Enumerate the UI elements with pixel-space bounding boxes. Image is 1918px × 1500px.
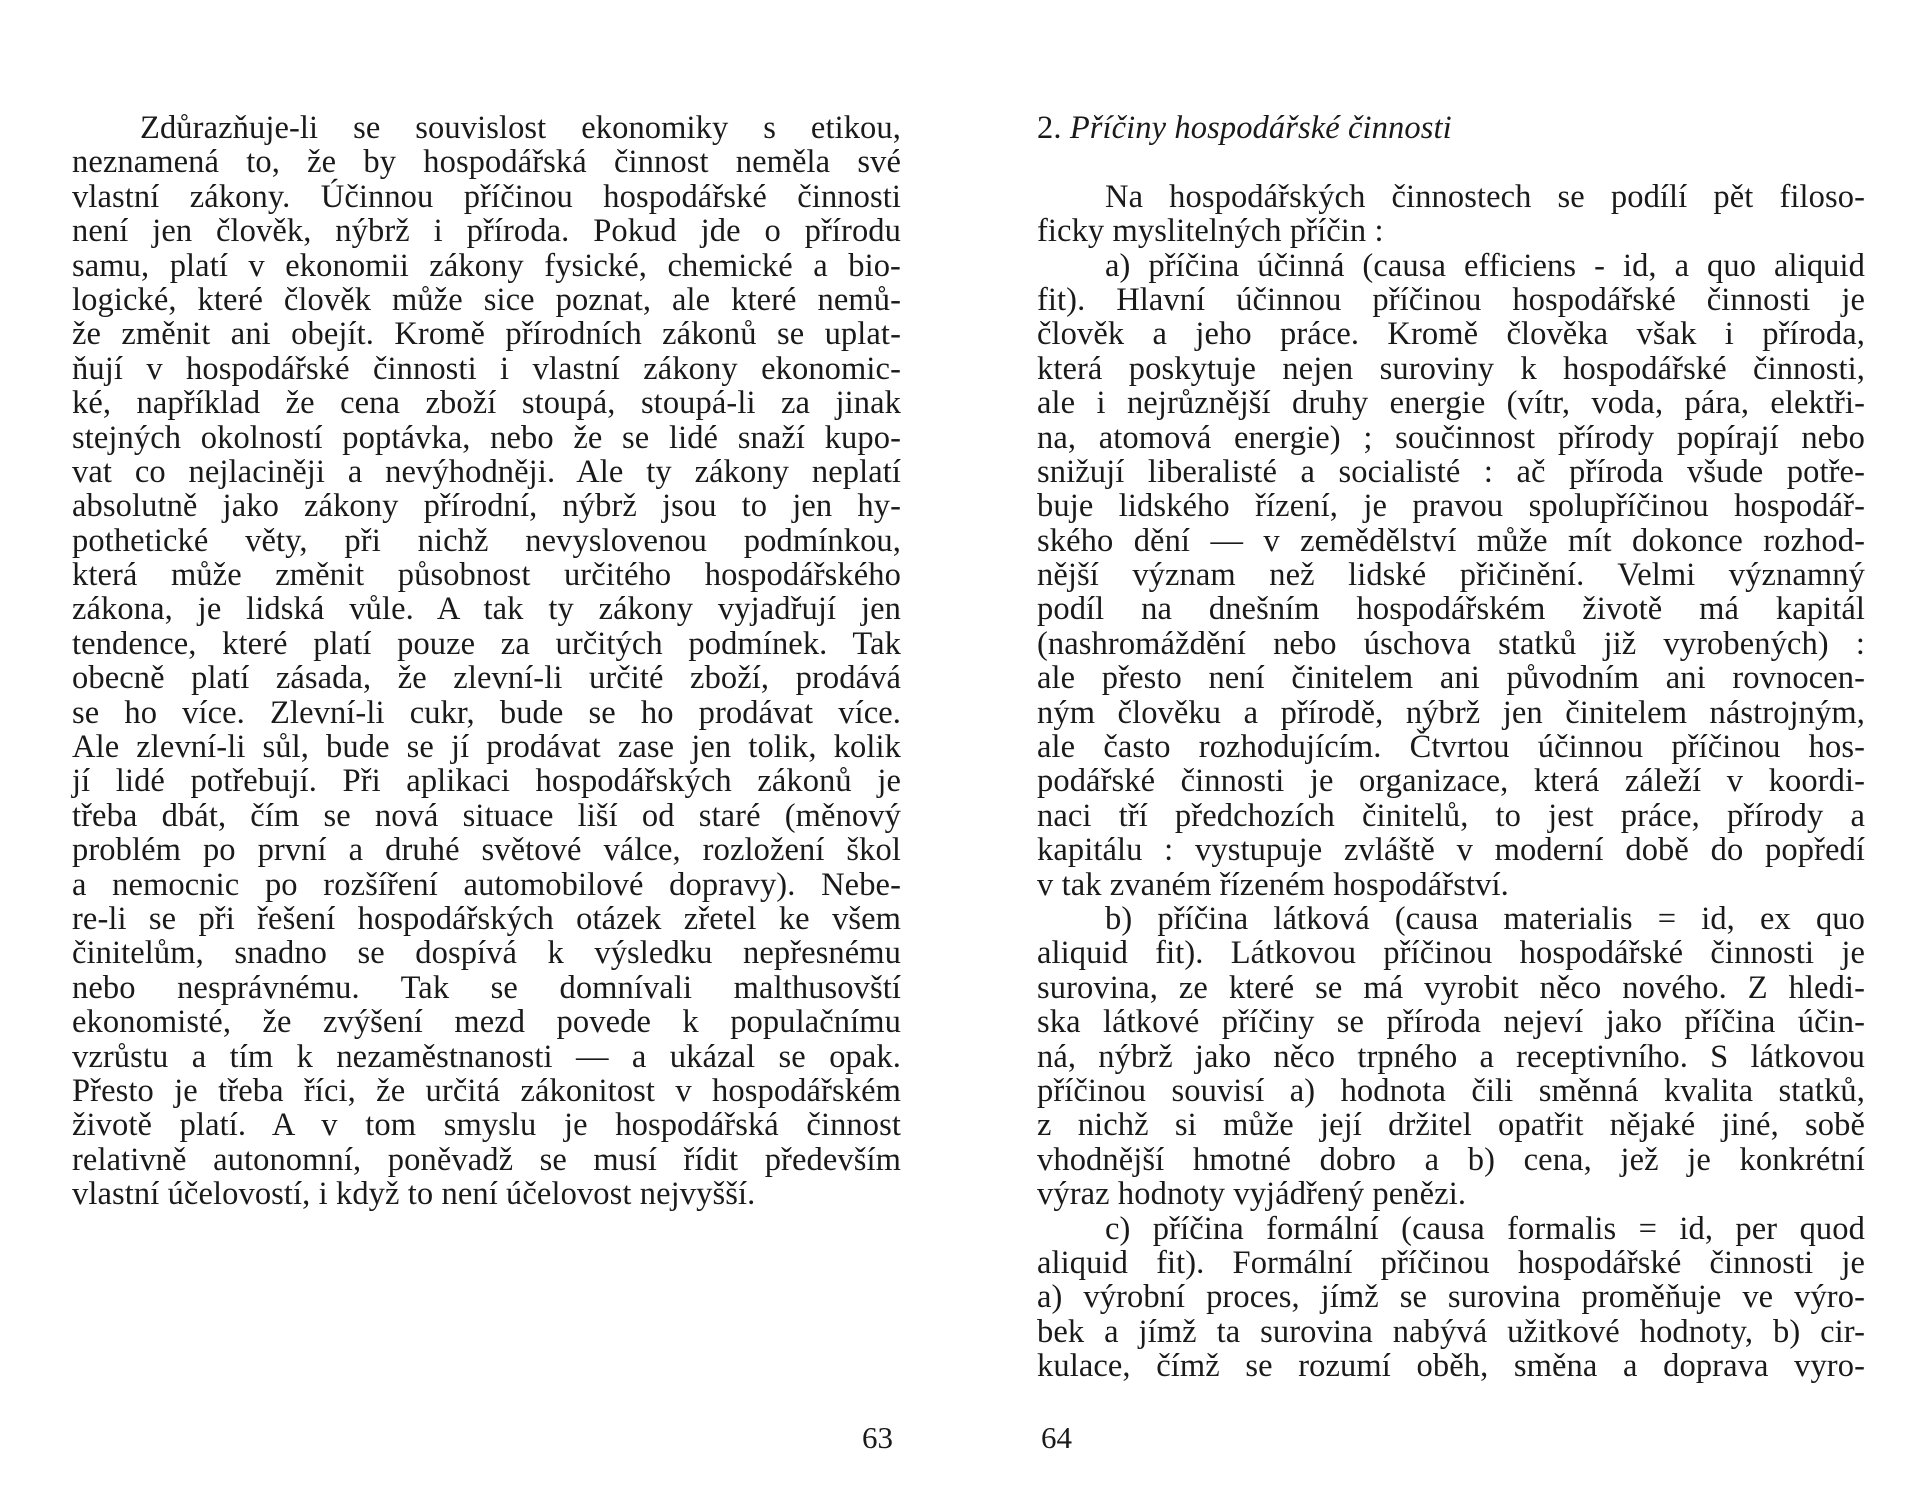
text-line: která poskytuje nejen suroviny k hospodářské činnosti, <box>1037 350 1865 387</box>
text-line: se ho více. Zlevní-li cukr, bude se ho prodávat více. <box>72 694 901 731</box>
text-line: Ale zlevní-li sůl, bude se jí prodávat zase jen tolik, kolik <box>72 729 901 766</box>
text-line: podářské činnosti je organizace, která záleží v koordi- <box>1037 763 1865 800</box>
section-heading <box>1037 111 1865 145</box>
text-line: buje lidského řízení, je pravou spolupříčinou hospodář- <box>1037 488 1865 525</box>
text-line: ficky myslitelných příčin : <box>1037 213 1384 250</box>
text-line: aliquid fit). Látkovou příčinou hospodářské činnosti je <box>1037 935 1865 972</box>
text-line: podíl na dnešním hospodářském životě má kapitál <box>1037 591 1865 628</box>
text-line: ňují v hospodářské činnosti i vlastní zákony ekonomic- <box>72 350 901 387</box>
text-line: c) příčina formální (causa formalis = id, per quod <box>1105 1210 1865 1247</box>
text-line: kulace, čímž se rozumí oběh, směna a doprava vyro- <box>1037 1348 1865 1385</box>
text-line: a) výrobní proces, jímž se surovina proměňuje ve výro- <box>1037 1279 1865 1316</box>
text-line: Na hospodářských činnostech se podílí pět filoso- <box>1105 178 1865 215</box>
text-line: fit). Hlavní účinnou příčinou hospodářské činnosti je <box>1037 281 1865 318</box>
text-line: Zdůrazňuje-li se souvislost ekonomiky s etikou, <box>140 110 901 146</box>
text-line: ná, nýbrž jako něco trpného a receptivního. S látkovou <box>1037 1038 1865 1075</box>
text-line: naci tří předchozích činitelů, to jest práce, přírody a <box>1037 797 1865 834</box>
section-number: 2. <box>1037 110 1062 146</box>
text-line: ké, například že cena zboží stoupá, stoupá-li za jinak <box>72 385 901 422</box>
text-line: nebo nesprávnému. Tak se domnívali malthusovští <box>72 969 901 1006</box>
text-line: absolutně jako zákony přírodní, nýbrž jsou to jen hy- <box>72 488 901 525</box>
text-line: problém po první a druhé světové válce, rozložení škol <box>72 832 901 869</box>
text-line: ným člověku a přírodě, nýbrž jen činitelem nástrojným, <box>1037 694 1865 731</box>
page-number: 64 <box>1041 1420 1072 1455</box>
right-page <box>959 0 1918 1500</box>
text-line: a nemocnic po rozšíření automobilové dopravy). Nebe- <box>72 866 901 903</box>
text-line: jí lidé potřebují. Při aplikaci hospodářských zákonů je <box>72 763 901 800</box>
text-line: kapitálu : vystupuje zvláště v moderní době do popředí <box>1037 832 1865 869</box>
text-line: člověk a jeho práce. Kromě člověka však i příroda, <box>1037 316 1865 353</box>
text-line: samu, platí v ekonomii zákony fysické, chemické a bio- <box>72 247 901 284</box>
text-line: b) příčina látková (causa materialis = id, ex quo <box>1105 900 1865 937</box>
text-line: výraz hodnoty vyjádřený penězi. <box>1037 1176 1467 1213</box>
text-line: z nichž si může její držitel opatřit nějaké jiné, sobě <box>1037 1107 1865 1144</box>
text-line: snižují liberalisté a socialisté : ač příroda všude potře- <box>1037 453 1865 490</box>
text-line: stejných okolností poptávka, nebo že se lidé snaží kupo- <box>72 419 901 456</box>
text-line: v tak zvaném řízeném hospodářství. <box>1037 866 1509 903</box>
text-line: ale i nejrůznější druhy energie (vítr, voda, pára, elektři- <box>1037 385 1865 422</box>
text-line: činitelům, snadno se dospívá k výsledku nepřesnému <box>72 935 901 972</box>
text-line: není jen člověk, nýbrž i příroda. Pokud jde o přírodu <box>72 213 901 250</box>
text-line: příčinou souvisí a) hodnota čili směnná kvalita statků, <box>1037 1072 1865 1109</box>
text-line: aliquid fit). Formální příčinou hospodářské činnosti je <box>1037 1244 1865 1281</box>
text-line: neznamená to, že by hospodářská činnost neměla své <box>72 144 901 181</box>
text-line: bek a jímž ta surovina nabývá užitkové hodnoty, b) cir- <box>1037 1313 1865 1350</box>
text-line: že změnit ani obejít. Kromě přírodních zákonů se uplat- <box>72 316 901 353</box>
text-line: nější význam než lidské přičinění. Velmi významný <box>1037 557 1865 594</box>
text-line: (nashromáždění nebo úschova statků již vyrobených) : <box>1037 625 1865 662</box>
page-number: 63 <box>862 1420 893 1455</box>
text-line: která může změnit působnost určitého hospodářského <box>72 557 901 594</box>
text-line: logické, které člověk může sice poznat, ale které nemů- <box>72 281 901 318</box>
text-line: surovina, ze které se má vyrobit něco nového. Z hledi- <box>1037 969 1865 1006</box>
text-line: re-li se při řešení hospodářských otázek zřetel ke všem <box>72 900 901 937</box>
text-line: vlastní zákony. Účinnou příčinou hospodářské činnosti <box>72 178 901 215</box>
text-line: Přesto je třeba říci, že určitá zákonitost v hospodářském <box>72 1072 901 1109</box>
left-page-body <box>72 111 901 1212</box>
text-line: pothetické věty, při nichž nevyslovenou podmínkou, <box>72 522 901 559</box>
text-line: ale přesto není činitelem ani původním ani rovnocen- <box>1037 660 1865 697</box>
text-line: třeba dbát, čím se nová situace liší od staré (měnový <box>72 797 901 834</box>
text-line: vat co nejlaciněji a nevýhodněji. Ale ty zákony neplatí <box>72 453 901 490</box>
text-line: ekonomisté, že zvýšení mezd povede k populačnímu <box>72 1004 901 1041</box>
text-line: zákona, je lidská vůle. A tak ty zákony vyjadřují jen <box>72 591 901 628</box>
text-line: obecně platí zásada, že zlevní-li určité zboží, prodává <box>72 660 901 697</box>
text-line: na, atomová energie) ; součinnost přírody popírají nebo <box>1037 419 1865 456</box>
text-line: ale často rozhodujícím. Čtvrtou účinnou příčinou hos- <box>1037 729 1865 766</box>
text-line: ska látkové příčiny se příroda nejeví jako příčina účin- <box>1037 1004 1865 1041</box>
text-line: relativně autonomní, poněvadž se musí řídit především <box>72 1141 901 1178</box>
spacer <box>1037 145 1865 179</box>
text-line: a) příčina účinná (causa efficiens - id, a quo aliquid <box>1105 247 1865 284</box>
text-line: životě platí. A v tom smyslu je hospodářská činnost <box>72 1107 901 1144</box>
text-line: vhodnější hmotné dobro a b) cena, jež je konkrétní <box>1037 1141 1865 1178</box>
section-title: Příčiny hospodářské činnosti <box>1069 110 1452 146</box>
right-page-body <box>1037 111 1865 1383</box>
text-line: vzrůstu a tím k nezaměstnanosti — a ukázal se opak. <box>72 1038 901 1075</box>
text-line: tendence, které platí pouze za určitých podmínek. Tak <box>72 625 901 662</box>
text-line: ského dění — v zemědělství může mít dokonce rozhod- <box>1037 522 1865 559</box>
text-line: vlastní účelovostí, i když to není účelovost nejvyšší. <box>72 1176 756 1213</box>
